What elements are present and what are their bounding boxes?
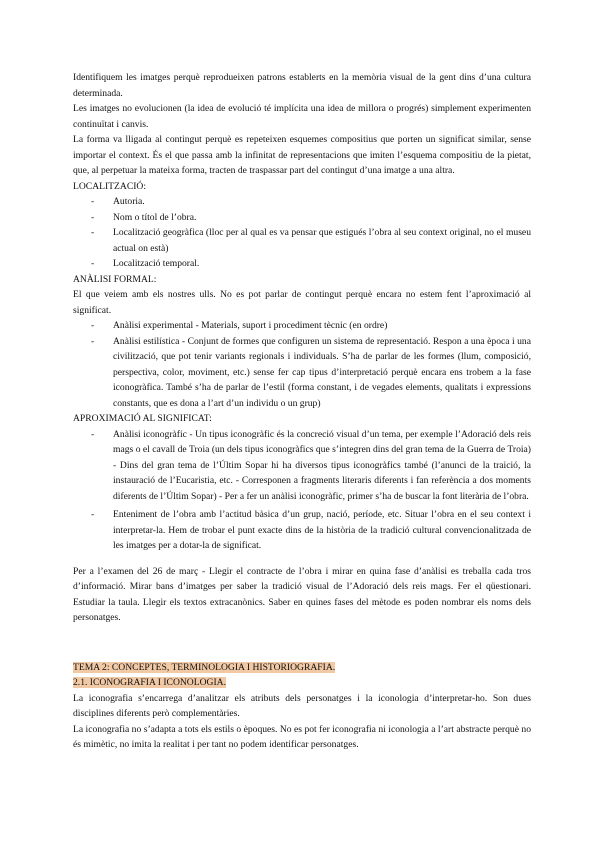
section-heading-localitzacio: LOCALITZACIÓ:	[73, 180, 147, 192]
document-page	[73, 70, 531, 753]
tema-paragraph: La iconografia no s’adapta a tots els estils o èpoques. No es pot fer iconografia ni iconologia a l’art abstracte perquè no és mimètic, no imita la realitat i per tant no podem identificar personatges.	[73, 723, 531, 750]
tema-paragraph: La iconografia s’encarrega d’analitzar els atributs dels personatges i la iconologia d’interpretar-ho. Son dues disciplines diferents però complementàries.	[73, 692, 531, 719]
tema-title: TEMA 2: CONCEPTES, TERMINOLOGIA I HISTORIOGRAFIA.	[73, 661, 336, 673]
analisi-paragraph: El que veiem amb els nostres ulls. No es pot parlar de contingut perquè encara no estem fent l’aproximació al significat.	[73, 289, 531, 316]
list-item: - Nom o títol de l’obra.	[91, 211, 197, 223]
exam-note: Per a l’examen del 26 de març - Llegir el contracte de l’obra i mirar en quina fase d’anàlisi es treballa cada tros d’informació. Mirar bans d’imatges per saber la tradició visual de l’Adoració dels reis mags. Fer el qüestionari. Estudiar la taula. Llegir els textos extracanònics. Saber en quines fases del mètode es poden nombrar els noms dels personatges.	[73, 565, 531, 623]
localitzacio-list	[73, 194, 531, 272]
section-heading-aproximacio: APROXIMACIÓ AL SIGNIFICAT:	[73, 413, 212, 424]
intro-paragraph: La forma va lligada al contingut perquè es repeteixen esquemes compositius que porten un significat similar, sense importar el context. És el que passa amb la infinitat de representacions que imiten l’esquema compositiu de la pietat, que, al perpetuar la mateixa forma, tracten de traspassar part del contingut d’una imatge a una altra.	[73, 134, 531, 176]
aproximacio-list	[73, 427, 531, 554]
analisi-list	[73, 318, 531, 411]
list-item: - Autoria.	[91, 196, 145, 207]
list-item: - Localització geogràfica (lloc per al qual es va pensar que estigués l’obra al seu context original, no el museu actual on està)	[91, 227, 531, 254]
list-item: - Localització temporal.	[91, 258, 200, 269]
list-item: - Anàlisi experimental - Materials, suport i procediment tècnic (en ordre)	[91, 320, 388, 331]
list-item: - Anàlisi estilística - Conjunt de formes que configuren un sistema de representació. Respon a una època i una civilització, que pot tenir variants regionals i individuals. S’ha de parlar de les formes (llum, composició, perspectiva, color, moviment, etc.) sense fer cap tipus d’interpretació perquè encara ens trobem a la fase iconogràfica. També s’ha de parlar de l’estil (forma constant, i de vegades elements, qualitats i expressions constants, que es dona a l’art d’un individu o un grup)	[91, 335, 531, 409]
list-item: - Enteniment de l’obra amb l’actitud bàsica d’un grup, nació, període, etc. Situar l’obra en el seu context i interpretar-la. Hem de trobar el punt exacte dins de la història de la tradició cultural convencionalitzada de les imatges per a dotar-la de significat.	[91, 509, 531, 551]
list-item: - Anàlisi iconogràfic - Un tipus iconogràfic és la concreció visual d’un tema, per exemple l’Adoració dels reis mags o el cavall de Troia (un dels tipus iconogràfics que s’integren dins del gran tema de la Guerra de Troia) - Dins del gran tema de l’Últim Sopar hi ha diversos tipus iconogràfics també (l’anunci de la traició, la instauració de l’Eucaristia, etc. - Corresponen a fragments literaris diferents i fan referència a dos moments diferents de l’Últim Sopar) - Per a fer un anàlisi iconogràfic, primer s’ha de buscar la font literària de l’obra.	[91, 428, 531, 502]
tema-subtitle: 2.1. ICONOGRAFIA I ICONOLOGIA.	[73, 677, 226, 688]
section-heading-analisi: ANÀLISI FORMAL:	[73, 273, 157, 285]
intro-paragraph: Les imatges no evolucionen (la idea de evolució té implícita una idea de millora o progrés) simplement experimenten continuïtat i canvis.	[73, 103, 531, 130]
intro-paragraph: Identifiquem les imatges perquè reprodueixen patrons establerts en la memòria visual de la gent dins d’una cultura determinada.	[73, 72, 531, 99]
